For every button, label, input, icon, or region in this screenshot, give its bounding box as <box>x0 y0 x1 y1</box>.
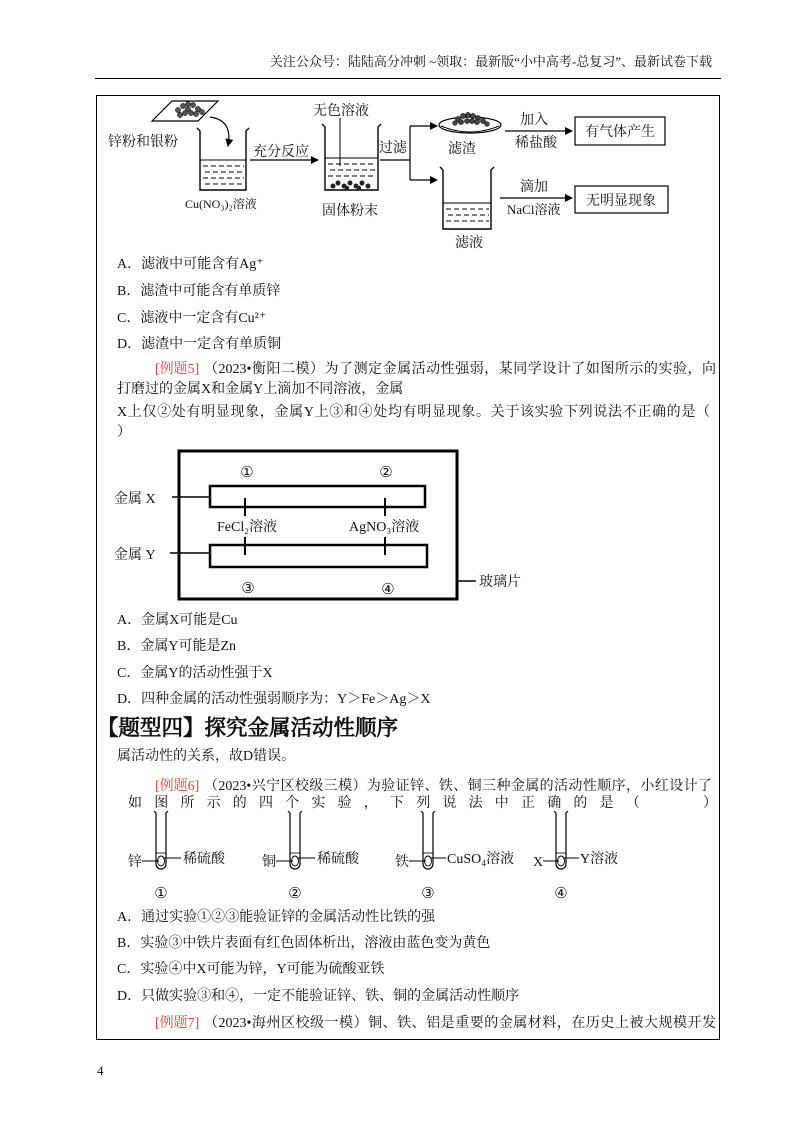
option-b: B．滤渣中可能含有单质锌 <box>117 284 281 299</box>
beaker-2-liquid <box>328 164 376 176</box>
beaker-3 <box>440 167 494 229</box>
example5-option-c: C．金属Y的活动性强于X <box>117 666 273 681</box>
pour-arrow <box>210 117 229 146</box>
acid-label: 稀盐酸 <box>515 136 557 151</box>
metal-y-label: 金属 Y <box>114 548 156 563</box>
filter-label: 过滤 <box>379 141 407 156</box>
example5-option-d: D．四种金属的活动性强弱顺序为：Y＞Fe＞Ag＞X <box>117 692 431 707</box>
beaker-1 <box>197 128 249 190</box>
tube-1-number: ① <box>154 886 168 902</box>
drip-label: 滴加 <box>520 180 548 195</box>
spot-2: ② <box>379 465 393 481</box>
tube-4-number: ④ <box>554 886 568 902</box>
spot-1: ① <box>240 465 254 481</box>
example5-stem-line-1: （2023•衡阳二模）为了测定金属活动性强弱，某同学设计了如图所示的实验，向 <box>204 362 716 377</box>
example6-stem-line-1: （2023•兴宁区校级三模）为验证锌、铁、铜三种金属的活动性顺序，小红设计了 <box>204 779 712 794</box>
tube-2-solution: 稀硫酸 <box>317 852 359 867</box>
glass-label: 玻璃片 <box>479 575 521 590</box>
test-tube-4 <box>533 811 618 902</box>
nacl-label: NaCl溶液 <box>507 202 561 217</box>
example6-stem-close-paren: ） <box>703 796 717 811</box>
metal-x-strip <box>210 486 425 507</box>
glass-slide-diagram <box>100 444 540 606</box>
residue-label: 滤渣 <box>448 142 476 157</box>
beaker-3-liquid <box>446 209 489 221</box>
tube-4-solution: Y溶液 <box>580 852 619 867</box>
test-tubes-diagram <box>100 805 680 905</box>
example5-option-b: B．金属Y可能是Zn <box>117 639 236 654</box>
spot-3: ③ <box>241 581 255 597</box>
header-notice: 关注公众号：陆陆高分冲刺 ~领取：最新版“小中高考-总复习”、最新试卷下载 <box>269 54 712 69</box>
solution-left-label: FeCl₂溶液 <box>217 520 278 535</box>
powder-tray <box>152 101 218 121</box>
option-d: D．滤渣中一定含有单质铜 <box>117 337 282 352</box>
filtration-diagram <box>100 96 680 254</box>
remark-line: 属活动性的关系，故D错误。 <box>117 749 296 764</box>
tube-3-number: ③ <box>421 886 435 902</box>
no-change-result: 无明显现象 <box>586 194 656 209</box>
test-tube-1 <box>128 811 226 902</box>
tube-3-metal: 铁 <box>395 855 409 870</box>
option-a: A．滤液中可能含有Ag⁺ <box>117 257 264 272</box>
example7-stem-line-1: （2023•海州区校级一模）铜、铁、铝是重要的金属材料，在历史上被大规模开发 <box>204 1016 716 1031</box>
example7-tag: [例题7] <box>155 1016 200 1031</box>
tube-2-metal: 铜 <box>262 855 276 870</box>
filtrate-label: 滤液 <box>455 236 483 251</box>
add-label: 加入 <box>520 113 548 128</box>
solid-label: 固体粉末 <box>322 204 378 219</box>
solid-powder <box>331 181 371 191</box>
solution-label: Cu(NO₃)₂溶液 <box>185 197 257 211</box>
tube-3-solution: CuSO₄溶液 <box>447 852 515 867</box>
example6-tag: [例题6] <box>155 779 200 794</box>
example6-option-a: A．通过实验①②③能验证锌的金属活动性比铁的强 <box>117 910 436 925</box>
example6-option-d: D．只做实验③和④，一定不能验证锌、铁、铜的金属活动性顺序 <box>117 989 520 1004</box>
header-divider <box>95 78 721 79</box>
tube-4-metal: X <box>533 855 544 870</box>
example5-stem-line-2: 打磨过的金属X和金属Y上滴加不同溶液，金属 <box>117 382 404 397</box>
tube-1-solution: 稀硫酸 <box>183 852 225 867</box>
residue-dish <box>439 112 501 133</box>
example6-option-c: C．实验④中X可能为锌，Y可能为硫酸亚铁 <box>117 962 385 977</box>
powder-label: 锌粉和银粉 <box>108 135 178 150</box>
beaker-2 <box>322 118 381 190</box>
example5-tag: [例题5] <box>155 362 200 377</box>
section-title: 【题型四】探究金属活动性顺序 <box>97 716 399 740</box>
example5-stem-line-4: ） <box>117 425 131 440</box>
solution-right-label: AgNO₃溶液 <box>349 520 420 535</box>
tube-1-metal: 锌 <box>128 855 142 870</box>
react-label: 充分反应 <box>253 145 309 160</box>
test-tube-3 <box>395 811 514 902</box>
test-tube-2 <box>262 811 360 902</box>
tube-2-number: ② <box>288 886 302 902</box>
example6-stem-line-2: 如图所示的四个实验，下列说法中正确的是（ <box>128 796 652 811</box>
page-number: 4 <box>97 1063 104 1078</box>
gas-result: 有气体产生 <box>585 125 655 140</box>
spot-4: ④ <box>381 582 395 598</box>
example5-option-a: A．金属X可能是Cu <box>117 613 238 628</box>
beaker-1-liquid <box>203 166 244 184</box>
example6-option-b: B．实验③中铁片表面有红色固体析出，溶液由蓝色变为黄色 <box>117 936 491 951</box>
metal-y-strip <box>210 545 427 567</box>
example5-stem-line-3: X上仅②处有明显现象，金属Y上③和④处均有明显现象。关于该实验下列说法不正确的是（ <box>117 405 710 420</box>
colorless-label: 无色溶液 <box>313 104 369 119</box>
option-c: C．滤液中一定含有Cu²⁺ <box>117 311 267 326</box>
metal-x-label: 金属 X <box>114 492 156 507</box>
